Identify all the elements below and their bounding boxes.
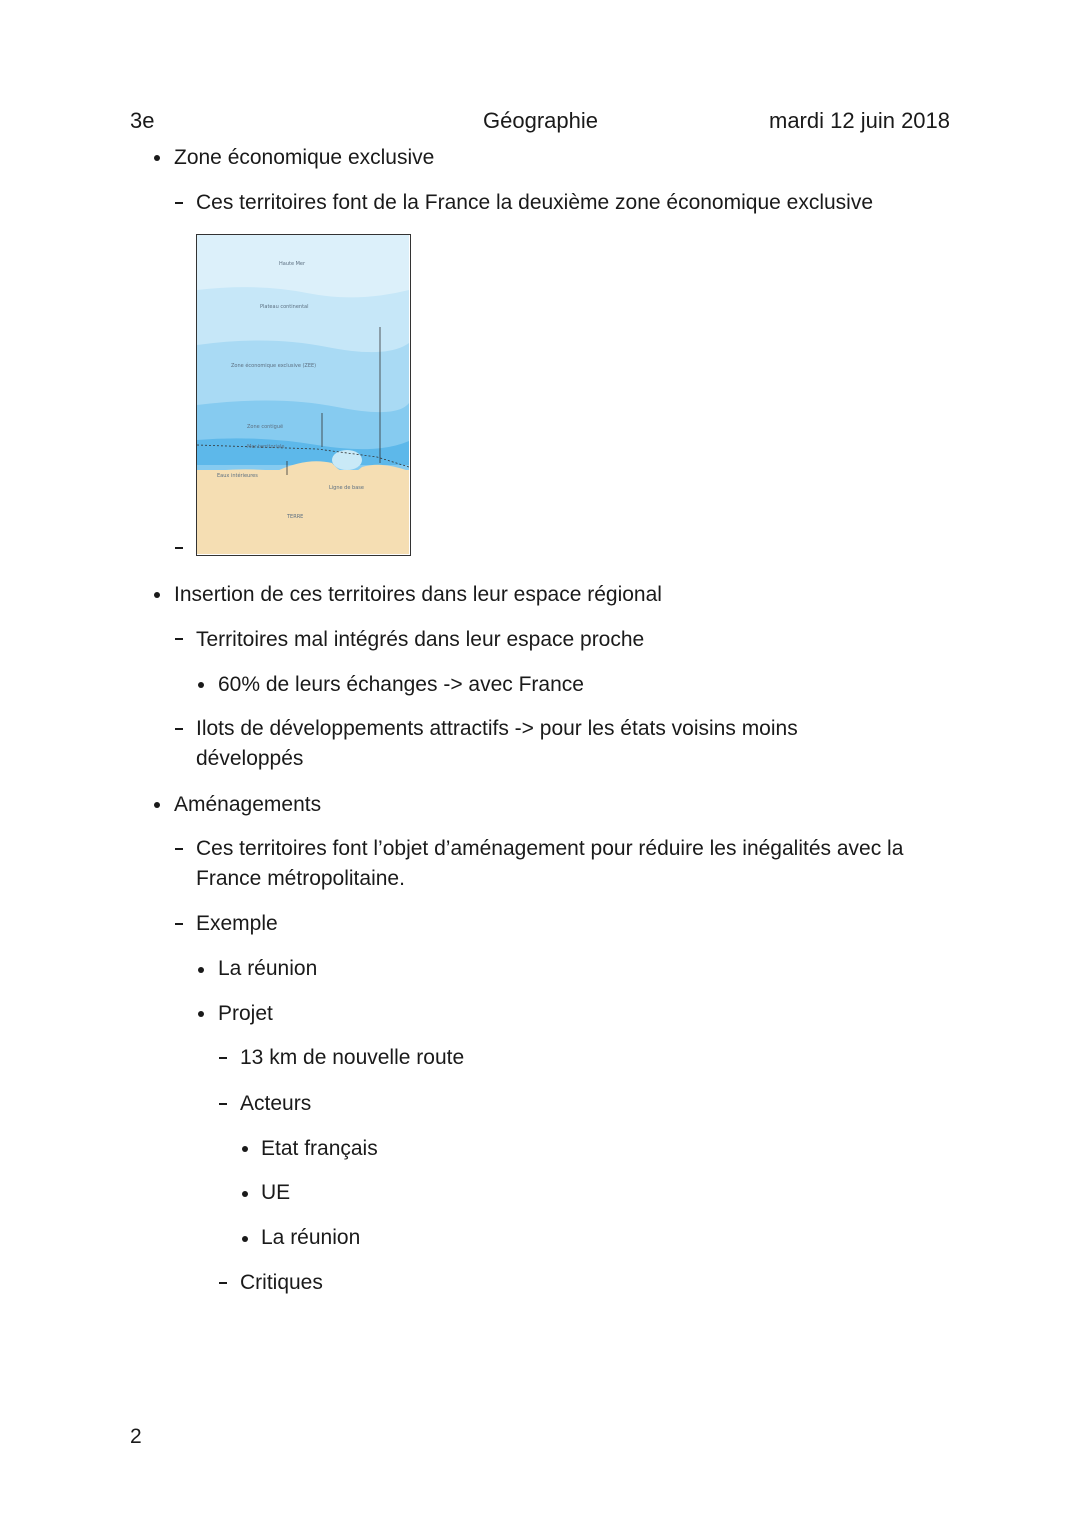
zee-point: Ces territoires font de la France la deuxième zone économique exclusive [196, 191, 874, 214]
dash-icon [175, 638, 183, 640]
label-terre: TERRE [287, 514, 304, 520]
label-mer-territoriale: Mer territoriale [247, 444, 285, 450]
bullet-icon [154, 592, 160, 598]
page-number: 2 [130, 1425, 142, 1448]
dash-icon [175, 848, 183, 850]
bullet-icon [198, 967, 204, 973]
label-plateau: Plateau continental [260, 304, 309, 310]
dash-icon [219, 1057, 227, 1059]
bullet-icon [242, 1236, 248, 1242]
insertion-sub-1: 60% de leurs échanges -> avec France [218, 673, 584, 696]
bullet-icon [242, 1146, 248, 1152]
subject-title: Géographie [483, 108, 598, 133]
bullet-icon [154, 155, 160, 161]
acteur-2-item: UE [261, 1181, 291, 1204]
label-zee: Zone économique exclusive (ZEE) [231, 363, 317, 369]
acteur-3-item: La réunion [261, 1226, 361, 1249]
label-contigue: Zone contiguë [247, 424, 284, 430]
dash-icon [219, 1282, 227, 1284]
dash-icon [175, 728, 183, 730]
date-label: mardi 12 juin 2018 [769, 108, 951, 133]
projet-item: Projet [218, 1002, 273, 1025]
insertion-point-1: Territoires mal intégrés dans leur espace proche [196, 628, 645, 651]
acteurs-item: Acteurs [240, 1092, 312, 1115]
label-ligne-base: Ligne de base [329, 485, 364, 491]
dash-icon [175, 923, 183, 925]
label-eaux-interieures: Eaux intérieures [217, 473, 258, 479]
dash-icon [175, 202, 183, 204]
acteur-1-item: Etat français [261, 1137, 378, 1160]
dash-icon [219, 1103, 227, 1105]
class-label: 3e [130, 108, 155, 133]
label-haute-mer: Haute Mer [279, 261, 306, 267]
bullet-icon [198, 682, 204, 688]
bullet-icon [242, 1191, 248, 1197]
critiques-item: Critiques [240, 1271, 323, 1294]
insertion-point-2-line-2: développés [196, 747, 304, 770]
exemple-item: Exemple [196, 912, 278, 935]
amenagements-heading: Aménagements [174, 793, 322, 816]
zee-heading: Zone économique exclusive [174, 146, 435, 169]
amen-point-1-line-1: Ces territoires font l’objet d’aménagement pour réduire les inégalités avec la [196, 837, 904, 860]
insertion-heading: Insertion de ces territoires dans leur espace régional [174, 583, 662, 606]
maritime-zones-diagram [196, 234, 411, 556]
la-reunion-item: La réunion [218, 957, 318, 980]
projet-route-item: 13 km de nouvelle route [240, 1046, 465, 1069]
insertion-point-2-line-1: Ilots de développements attractifs -> pour les états voisins moins [196, 717, 798, 740]
amen-point-1-line-2: France métropolitaine. [196, 867, 405, 890]
bullet-icon [154, 802, 160, 808]
bullet-icon [198, 1011, 204, 1017]
dash-icon [175, 547, 183, 549]
